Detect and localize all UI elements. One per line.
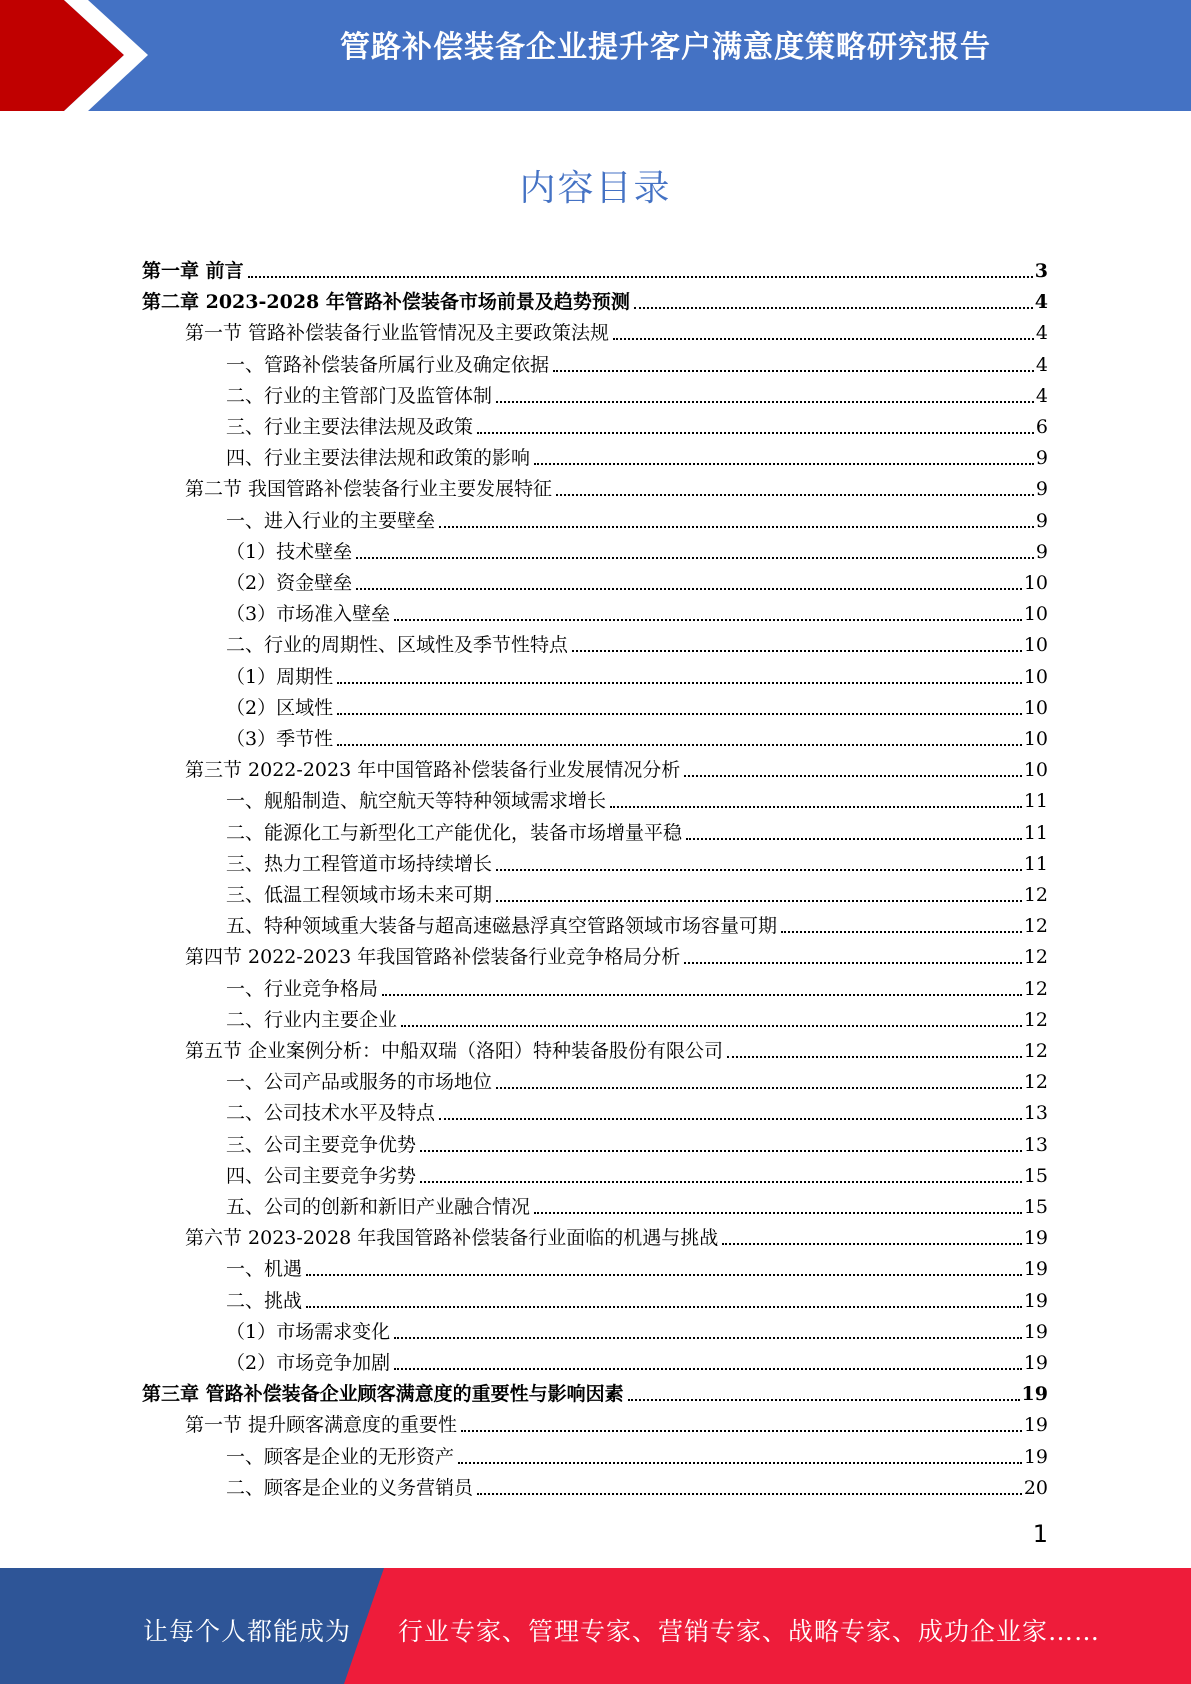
toc-dot-leader (684, 775, 1022, 777)
toc-dot-leader (534, 463, 1034, 465)
toc-entry-label: 二、公司技术水平及特点 (226, 1102, 436, 1125)
toc-entry[interactable] (185, 1220, 1048, 1250)
toc-entry-page: 12 (1023, 1008, 1048, 1031)
toc-dot-leader (461, 1430, 1022, 1432)
toc-entry-label: （3）季节性 (226, 728, 334, 750)
toc-entry-page: 19 (1023, 1445, 1048, 1468)
toc-entry-page: 20 (1023, 1476, 1048, 1499)
toc-entry-label: 一、管路补偿装备所属行业及确定依据 (226, 353, 550, 376)
toc-entry-page: 10 (1023, 634, 1048, 657)
toc-dot-leader (727, 1056, 1022, 1058)
toc-entry[interactable] (226, 908, 1048, 938)
toc-entry[interactable] (226, 659, 1048, 689)
toc-entry-label: （1）技术壁垒 (226, 540, 353, 563)
toc-entry[interactable] (185, 1407, 1048, 1437)
header-banner (0, 0, 1191, 111)
toc-entry[interactable] (142, 1376, 1048, 1406)
toc-entry-page: 4 (1035, 384, 1048, 407)
toc-entry-label: 二、行业内主要企业 (226, 1008, 398, 1031)
footer-slogan-right: 行业专家、管理专家、营销专家、战略专家、成功企业家…… (398, 1617, 1101, 1646)
toc-entry-page: 15 (1023, 1196, 1048, 1218)
toc-dot-leader (394, 1337, 1022, 1339)
toc-entry[interactable] (226, 627, 1048, 657)
toc-entry[interactable] (226, 1095, 1048, 1125)
toc-entry-label: （3）市场准入壁垒 (226, 603, 391, 626)
toc-entry-label: 第三节 2022-2023 年中国管路补偿装备行业发展情况分析 (185, 759, 681, 782)
toc-entry[interactable] (226, 783, 1048, 813)
toc-entry-label: 五、特种领域重大装备与超高速磁悬浮真空管路领域市场容量可期 (226, 915, 778, 938)
toc-dot-leader (337, 682, 1022, 684)
toc-entry-label: （1）市场需求变化 (226, 1320, 391, 1343)
toc-entry-page: 10 (1023, 728, 1048, 750)
toc-entry[interactable] (226, 1064, 1048, 1094)
toc-entry-page: 9 (1035, 478, 1048, 501)
toc-entry[interactable] (226, 503, 1048, 533)
toc-entry[interactable] (226, 1127, 1048, 1157)
toc-entry-label: 第二节 我国管路补偿装备行业主要发展特征 (185, 478, 553, 501)
toc-dot-leader (534, 1212, 1022, 1214)
toc-dot-leader (496, 869, 1022, 871)
toc-entry-page: 6 (1035, 416, 1048, 438)
toc-entry-label: 二、挑战 (226, 1289, 303, 1312)
toc-entry-page: 19 (1021, 1383, 1048, 1406)
toc-entry-page: 19 (1023, 1227, 1048, 1250)
toc-entry-label: 一、机遇 (226, 1258, 303, 1281)
toc-entry-label: 第一章 前言 (142, 260, 244, 282)
toc-entry-page: 13 (1023, 1133, 1048, 1156)
toc-entry-page: 9 (1035, 509, 1048, 532)
footer-slogan-left: 让每个人都能成为 (143, 1617, 352, 1646)
toc-entry[interactable] (226, 1002, 1048, 1032)
toc-entry[interactable] (226, 846, 1048, 876)
toc-entry-label: 第三章 管路补偿装备企业顾客满意度的重要性与影响因素 (142, 1383, 624, 1406)
toc-dot-leader (572, 650, 1022, 652)
toc-entry-label: 一、公司产品或服务的市场地位 (226, 1071, 493, 1094)
toc-entry[interactable] (226, 877, 1048, 907)
footer-banner (0, 1568, 1191, 1684)
toc-entry[interactable] (226, 440, 1048, 470)
toc-entry-page: 19 (1023, 1352, 1048, 1374)
toc-dot-leader (781, 931, 1022, 933)
toc-entry-page: 19 (1023, 1258, 1048, 1281)
toc-entry[interactable] (226, 534, 1048, 564)
toc-entry[interactable] (226, 1251, 1048, 1281)
toc-dot-leader (337, 713, 1022, 715)
toc-entry[interactable] (226, 1158, 1048, 1188)
toc-entry-page: 9 (1035, 447, 1048, 470)
toc-dot-leader (439, 1118, 1022, 1120)
report-title: 管路补偿装备企业提升客户满意度策略研究报告 (340, 30, 991, 65)
toc-entry[interactable] (185, 752, 1048, 782)
toc-entry-page: 4 (1034, 291, 1048, 314)
toc-entry-label: （1）周期性 (226, 665, 334, 688)
toc-dot-leader (306, 1306, 1022, 1308)
toc-dot-leader (496, 1087, 1022, 1089)
toc-dot-leader (420, 1150, 1022, 1152)
toc-entry-page: 15 (1023, 1164, 1048, 1187)
chevron-arrow-icon (0, 0, 150, 111)
toc-dot-leader (684, 962, 1022, 964)
toc-entry[interactable] (226, 1439, 1048, 1469)
toc-dot-leader (628, 1399, 1020, 1401)
toc-heading: 内容目录 (519, 168, 672, 209)
toc-entry-label: 三、低温工程领域市场未来可期 (226, 884, 493, 906)
toc-entry[interactable] (226, 1470, 1048, 1500)
toc-dot-leader (248, 276, 1033, 278)
toc-entry-page: 19 (1023, 1414, 1048, 1437)
toc-entry-page: 12 (1023, 915, 1048, 938)
toc-entry[interactable] (142, 284, 1048, 314)
toc-dot-leader (306, 1274, 1022, 1276)
toc-entry-page: 13 (1023, 1102, 1048, 1125)
toc-entry-page: 12 (1023, 1040, 1048, 1062)
toc-dot-leader (634, 307, 1033, 309)
toc-entry[interactable] (142, 253, 1048, 283)
toc-entry-label: 一、顾客是企业的无形资产 (226, 1445, 455, 1468)
toc-entry-label: 一、进入行业的主要壁垒 (226, 509, 436, 532)
toc-dot-leader (356, 557, 1034, 559)
toc-entry-label: （2）资金壁垒 (226, 572, 353, 594)
toc-entry[interactable] (226, 1314, 1048, 1344)
toc-entry-page: 10 (1023, 603, 1048, 626)
toc-entry-page: 19 (1023, 1289, 1048, 1312)
toc-entry[interactable] (226, 565, 1048, 595)
toc-entry-page: 12 (1023, 977, 1048, 1000)
toc-dot-leader (686, 838, 1022, 840)
toc-dot-leader (337, 744, 1022, 746)
toc-entry[interactable] (185, 1033, 1048, 1063)
toc-entry-page: 10 (1023, 759, 1048, 782)
toc-entry-page: 11 (1023, 821, 1048, 844)
toc-dot-leader (394, 1368, 1022, 1370)
toc-entry[interactable] (226, 347, 1048, 377)
toc-entry-page: 3 (1034, 260, 1048, 282)
toc-entry[interactable] (226, 815, 1048, 845)
toc-entry-label: 四、行业主要法律法规和政策的影响 (226, 447, 531, 470)
toc-entry-label: （2）区域性 (226, 696, 334, 719)
toc-entry[interactable] (226, 1189, 1048, 1219)
toc-entry-page: 10 (1023, 696, 1048, 719)
toc-entry-label: 五、公司的创新和新旧产业融合情况 (226, 1196, 531, 1218)
toc-dot-leader (356, 588, 1022, 590)
toc-entry[interactable] (226, 971, 1048, 1001)
toc-dot-leader (496, 401, 1034, 403)
toc-entry-label: 第四节 2022-2023 年我国管路补偿装备行业竞争格局分析 (185, 946, 681, 969)
toc-dot-leader (613, 338, 1034, 340)
toc-entry-label: 三、公司主要竞争优势 (226, 1133, 417, 1156)
toc-dot-leader (458, 1462, 1022, 1464)
toc-entry-page: 11 (1023, 790, 1048, 813)
toc-entry-page: 10 (1023, 572, 1048, 594)
toc-entry[interactable] (185, 939, 1048, 969)
toc-entry-label: 第五节 企业案例分析：中船双瑞（洛阳）特种装备股份有限公司 (185, 1040, 724, 1062)
toc-entry[interactable] (226, 1345, 1048, 1375)
toc-entry-page: 19 (1023, 1320, 1048, 1343)
toc-entry-label: 四、公司主要竞争劣势 (226, 1164, 417, 1187)
toc-dot-leader (722, 1243, 1022, 1245)
toc-entry-page: 4 (1035, 353, 1048, 376)
toc-entry-label: 二、行业的周期性、区域性及季节性特点 (226, 634, 569, 657)
toc-entry[interactable] (185, 315, 1048, 345)
toc-entry-label: （2）市场竞争加剧 (226, 1352, 391, 1374)
toc-entry-label: 二、顾客是企业的义务营销员 (226, 1476, 474, 1499)
toc-entry-label: 第六节 2023-2028 年我国管路补偿装备行业面临的机遇与挑战 (185, 1227, 719, 1250)
toc-entry-page: 12 (1023, 946, 1048, 969)
toc-dot-leader (496, 900, 1022, 902)
toc-dot-leader (439, 526, 1034, 528)
toc-entry[interactable] (226, 596, 1048, 626)
toc-entry-page: 4 (1035, 322, 1048, 345)
toc-entry-page: 9 (1035, 540, 1048, 563)
toc-entry[interactable] (226, 721, 1048, 751)
toc-dot-leader (382, 994, 1022, 996)
toc-entry-page: 11 (1023, 852, 1048, 875)
toc-entry-page: 12 (1023, 884, 1048, 906)
toc-dot-leader (477, 432, 1034, 434)
toc-dot-leader (401, 1025, 1022, 1027)
toc-entry-label: 第二章 2023-2028 年管路补偿装备市场前景及趋势预测 (142, 291, 630, 314)
toc-entry-label: 三、行业主要法律法规及政策 (226, 416, 474, 438)
toc-dot-leader (556, 494, 1034, 496)
toc-dot-leader (477, 1493, 1022, 1495)
toc-entry-label: 二、能源化工与新型化工产能优化，装备市场增量平稳 (226, 821, 683, 844)
toc-entry[interactable] (226, 409, 1048, 439)
toc-entry-label: 二、行业的主管部门及监管体制 (226, 384, 493, 407)
toc-entry-label: 第一节 管路补偿装备行业监管情况及主要政策法规 (185, 322, 610, 345)
toc-entry[interactable] (185, 471, 1048, 501)
toc-entry-label: 第一节 提升顾客满意度的重要性 (185, 1414, 458, 1437)
page-number: 1 (1032, 1520, 1048, 1548)
toc-entry-label: 一、行业竞争格局 (226, 977, 379, 1000)
toc-entry-page: 10 (1023, 665, 1048, 688)
toc-entry[interactable] (226, 1283, 1048, 1313)
toc-entry-label: 一、舰船制造、航空航天等特种领域需求增长 (226, 790, 607, 813)
toc-dot-leader (394, 619, 1022, 621)
toc-entry-page: 12 (1023, 1071, 1048, 1094)
toc-dot-leader (610, 806, 1022, 808)
toc-entry[interactable] (226, 378, 1048, 408)
toc-entry-label: 三、热力工程管道市场持续增长 (226, 852, 493, 875)
toc-dot-leader (553, 370, 1034, 372)
toc-dot-leader (420, 1181, 1022, 1183)
toc-entry[interactable] (226, 690, 1048, 720)
